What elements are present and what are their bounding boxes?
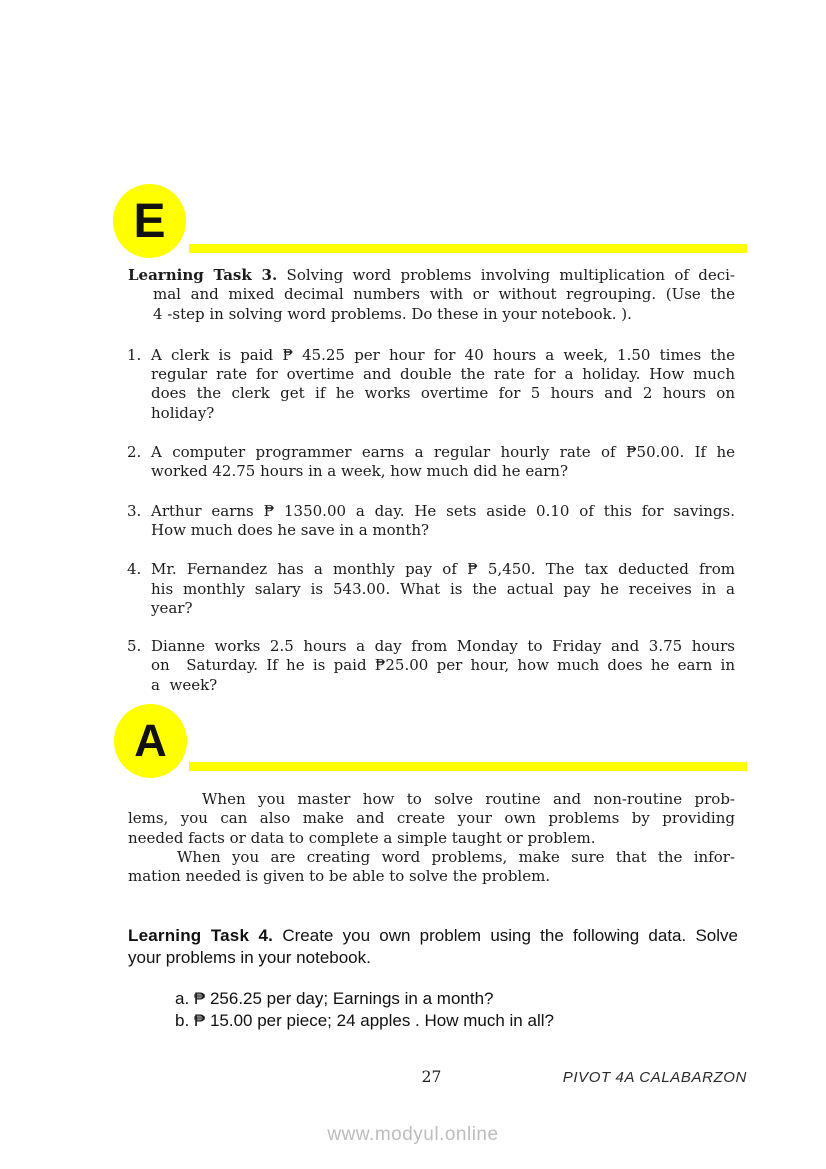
assessment-paragraph-2 [128, 848, 735, 887]
task4-item-b: b. ₱ 15.00 per piece; 24 apples . How much in all? [175, 1010, 554, 1030]
footer-brand-text: PIVOT 4A CALABARZON [562, 1069, 747, 1086]
problem-item-1 [128, 346, 735, 423]
page-number: 27 [421, 1068, 442, 1086]
problem-number: 2. [127, 443, 142, 462]
text-line: lems, you can also make and create your own problems by providing [128, 809, 735, 828]
task4-intro-rest1: Create you own problem using the following data. Solve [273, 926, 738, 945]
learning-task-4-section [128, 925, 738, 1031]
problem-item-5 [128, 637, 735, 695]
section-a-rule [189, 762, 747, 771]
problem-number: 5. [127, 637, 142, 656]
text-line: How much does he save in a month? [151, 520, 430, 539]
problem-number: 4. [127, 560, 142, 579]
problem-number: 3. [127, 501, 142, 520]
text-line: A computer programmer earns a regular hourly rate of ₱50.00. If he [151, 443, 735, 462]
section-e-marker [113, 184, 186, 258]
problem-text [151, 560, 735, 618]
text-line: regular rate for overtime and double the rate for a holiday. How much [151, 365, 735, 384]
text-line: 4 -step in solving word problems. Do these in your notebook. ). [153, 304, 632, 323]
text-line: year? [151, 598, 193, 617]
watermark-text: www.modyul.online [327, 1124, 499, 1145]
problem-item-3 [128, 502, 735, 541]
text-line: mation needed is given to be able to solve the problem. [128, 867, 551, 886]
problem-number: 1. [127, 345, 142, 364]
task4-item-list [128, 988, 738, 1031]
assessment-intro [128, 790, 735, 886]
problem-text [151, 637, 735, 695]
problem-text [151, 346, 735, 423]
text-line: When you are creating word problems, make sure that the infor- [177, 847, 735, 866]
task4-intro-line1 [128, 925, 738, 947]
problem-text [151, 502, 735, 541]
text-line: Mr. Fernandez has a monthly pay of ₱ 5,450. The tax deducted from [151, 560, 735, 579]
section-e-rule [189, 244, 747, 253]
section-a-letter: A [134, 715, 167, 766]
text-line: holiday? [151, 403, 215, 422]
text-line: Arthur earns ₱ 1350.00 a day. He sets aside 0.10 of this for savings. [151, 501, 735, 520]
task3-intro-rest1: Solving word problems involving multiplication of deci- [277, 266, 735, 284]
text-line: worked 42.75 hours in a week, how much did he earn? [151, 462, 569, 481]
section-a-marker [114, 704, 187, 778]
problem-item-2 [128, 443, 735, 482]
text-line: mal and mixed decimal numbers with or without regrouping. (Use the [153, 285, 735, 304]
task4-label: Learning Task 4. [128, 926, 274, 945]
text-line: A clerk is paid ₱ 45.25 per hour for 40 hours a week, 1.50 times the [151, 345, 735, 364]
text-line: needed facts or data to complete a simple taught or problem. [128, 828, 596, 847]
task3-problem-list [128, 346, 735, 695]
problem-item-4 [128, 560, 735, 618]
section-e-letter: E [133, 194, 166, 248]
task3-intro-rest-lines [128, 285, 735, 324]
text-line: a week? [151, 675, 218, 694]
text-line: his monthly salary is 543.00. What is the actual pay he receives in a [151, 579, 735, 598]
problem-text [151, 443, 735, 482]
task4-intro-line2: your problems in your notebook. [128, 947, 371, 967]
text-line: When you master how to solve routine and non-routine prob- [202, 790, 735, 808]
text-line: does the clerk get if he works overtime for 5 hours and 2 hours on [151, 384, 735, 403]
task3-intro-line1 [128, 266, 735, 285]
assessment-paragraph-1 [128, 790, 735, 848]
task3-label: Learning Task 3. [128, 266, 278, 284]
learning-task-3-section [128, 266, 735, 695]
task4-item-a: a. ₱ 256.25 per day; Earnings in a month? [175, 989, 494, 1008]
text-line: Dianne works 2.5 hours a day from Monday to Friday and 3.75 hours [151, 637, 735, 656]
text-line: on Saturday. If he is paid ₱25.00 per hour, how much does he earn in [151, 656, 735, 675]
